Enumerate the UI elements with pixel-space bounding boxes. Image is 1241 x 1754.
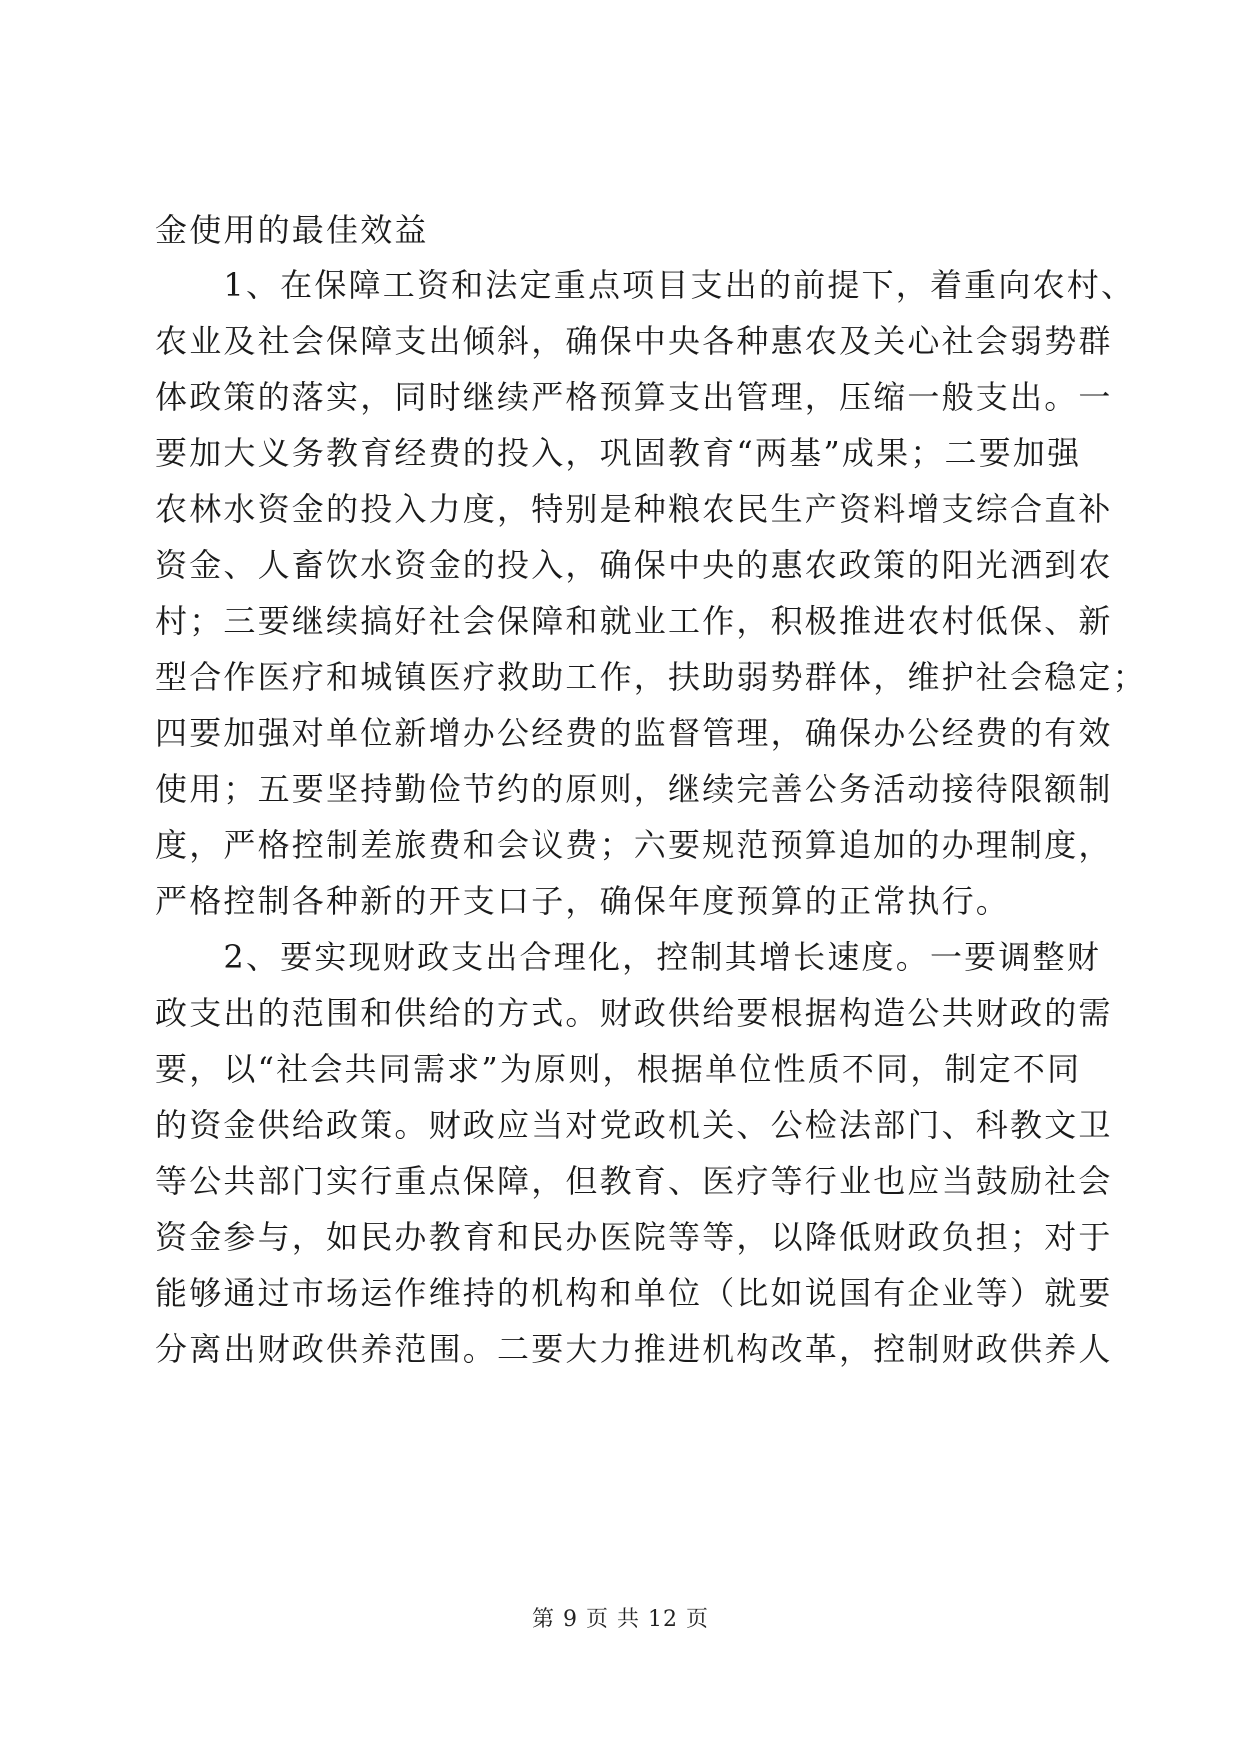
text-line: 1、在保障工资和法定重点项目支出的前提下，着重向农村、 bbox=[155, 266, 1136, 304]
text-line: 政支出的范围和供给的方式。财政供给要根据构造公共财政的需 bbox=[155, 994, 1113, 1032]
text-line: 农业及社会保障支出倾斜，确保中央各种惠农及关心社会弱势群 bbox=[155, 322, 1113, 360]
text-line: 要加大义务教育经费的投入，巩固教育“两基”成果；二要加强 bbox=[155, 434, 1082, 472]
text-line: 严格控制各种新的开支口子，确保年度预算的正常执行。 bbox=[155, 882, 1011, 920]
text-line: 分离出财政供养范围。二要大力推进机构改革，控制财政供养人 bbox=[155, 1330, 1113, 1368]
text-line: 四要加强对单位新增办公经费的监督管理，确保办公经费的有效 bbox=[155, 714, 1113, 752]
text-line: 度，严格控制差旅费和会议费；六要规范预算追加的办理制度， bbox=[155, 826, 1113, 864]
text-line: 的资金供给政策。财政应当对党政机关、公检法部门、科教文卫 bbox=[155, 1106, 1113, 1144]
text-line: 能够通过市场运作维持的机构和单位（比如说国有企业等）就要 bbox=[155, 1274, 1113, 1312]
text-line: 型合作医疗和城镇医疗救助工作，扶助弱势群体，维护社会稳定； bbox=[155, 658, 1147, 696]
text-line: 农林水资金的投入力度，特别是种粮农民生产资料增支综合直补 bbox=[155, 490, 1113, 528]
page-number-footer: 第 9 页 共 12 页 bbox=[532, 1607, 709, 1632]
text-line: 资金参与，如民办教育和民办医院等等，以降低财政负担；对于 bbox=[155, 1218, 1113, 1256]
text-line: 金使用的最佳效益 bbox=[155, 211, 429, 249]
text-line: 等公共部门实行重点保障，但教育、医疗等行业也应当鼓励社会 bbox=[155, 1162, 1113, 1200]
text-line: 要，以“社会共同需求”为原则，根据单位性质不同，制定不同 bbox=[155, 1050, 1082, 1088]
text-line: 2、要实现财政支出合理化，控制其增长速度。一要调整财 bbox=[155, 938, 1101, 976]
text-line: 体政策的落实，同时继续严格预算支出管理，压缩一般支出。一 bbox=[155, 378, 1113, 416]
text-line: 资金、人畜饮水资金的投入，确保中央的惠农政策的阳光洒到农 bbox=[155, 546, 1113, 584]
text-line: 村；三要继续搞好社会保障和就业工作，积极推进农村低保、新 bbox=[155, 602, 1113, 640]
text-line: 使用；五要坚持勤俭节约的原则，继续完善公务活动接待限额制 bbox=[155, 770, 1113, 808]
